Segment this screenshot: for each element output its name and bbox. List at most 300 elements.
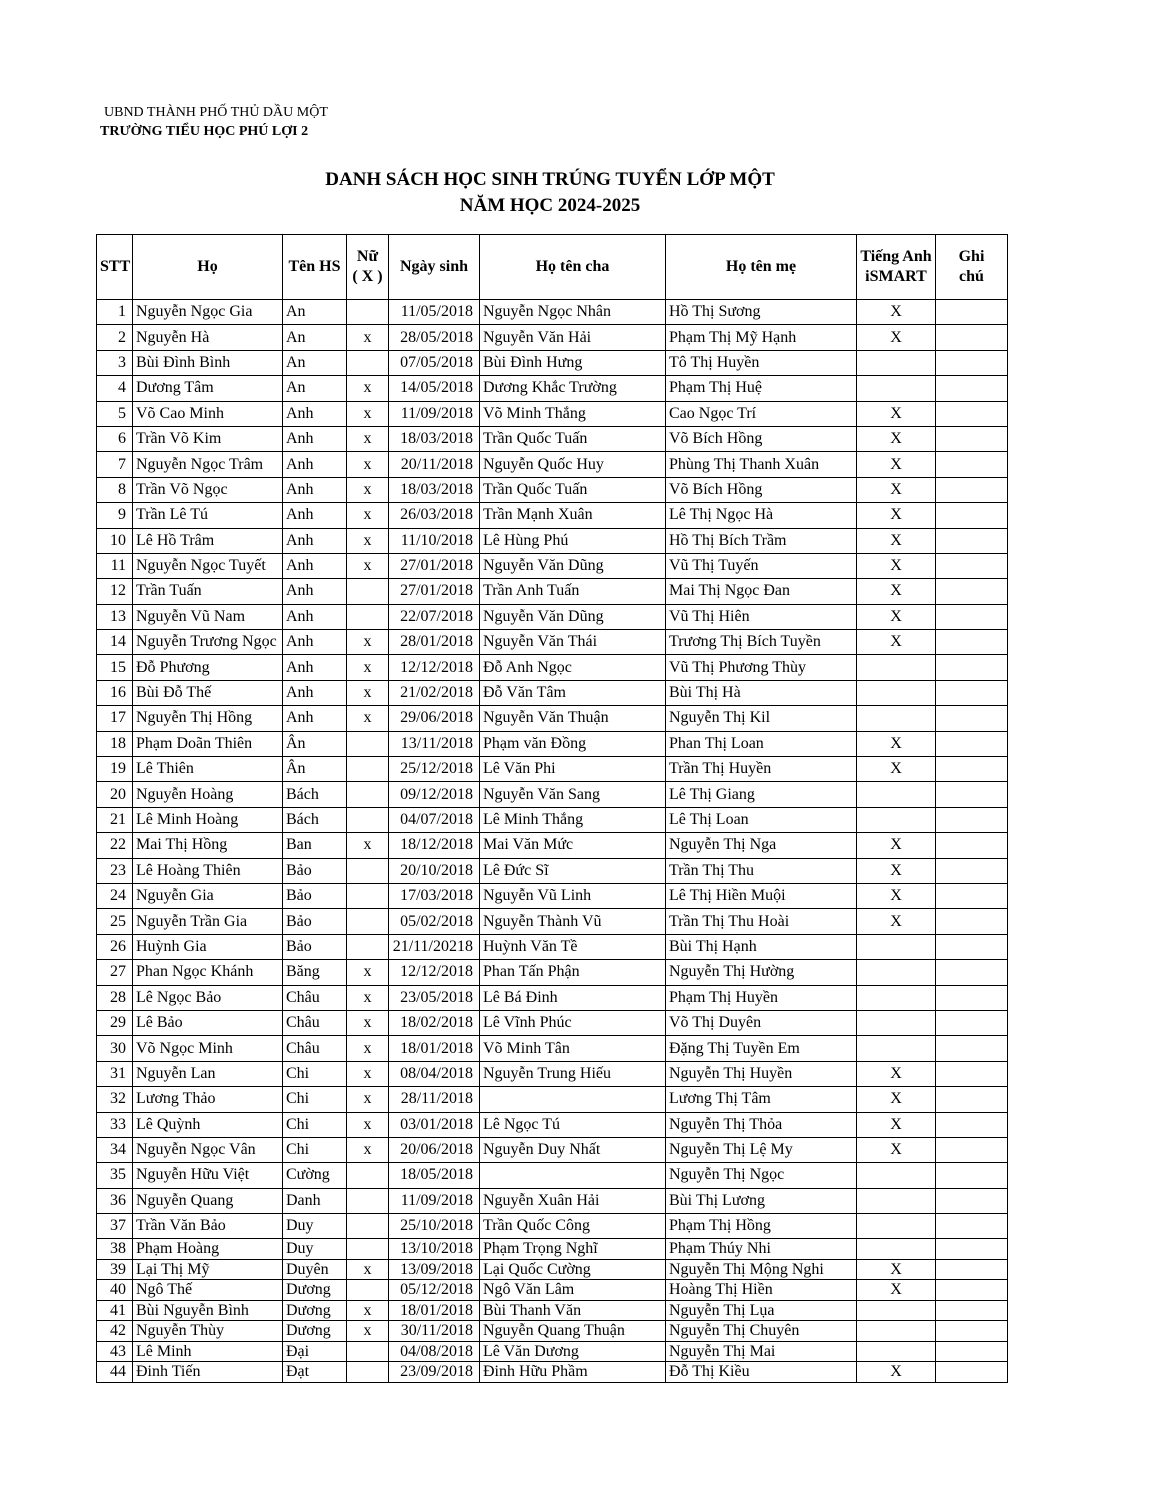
cell-tienganh: X	[857, 757, 936, 782]
cell-ten: Châu	[283, 1010, 347, 1035]
cell-me: Bùi Thị Hạnh	[666, 934, 857, 959]
cell-cha: Võ Minh Thắng	[480, 401, 666, 426]
cell-ngaysinh: 25/10/2018	[389, 1214, 480, 1239]
cell-ngaysinh: 21/02/2018	[389, 680, 480, 705]
cell-ho: Lê Hồ Trâm	[133, 528, 283, 553]
cell-ngaysinh: 22/07/2018	[389, 604, 480, 629]
cell-nu: x	[347, 1010, 389, 1035]
cell-tienganh	[857, 376, 936, 401]
cell-tienganh: X	[857, 503, 936, 528]
cell-cha: Trần Quốc Tuấn	[480, 477, 666, 502]
cell-ghichu	[936, 553, 1008, 578]
cell-stt: 44	[97, 1362, 133, 1383]
cell-cha: Lê Văn Dương	[480, 1341, 666, 1362]
table-row	[97, 426, 1008, 451]
table-row	[97, 1061, 1008, 1086]
table-row	[97, 731, 1008, 756]
cell-cha: Phạm văn Đồng	[480, 731, 666, 756]
cell-me: Nguyễn Thị Lụa	[666, 1300, 857, 1321]
cell-nu: x	[347, 985, 389, 1010]
cell-tienganh: X	[857, 883, 936, 908]
cell-cha: Bùi Đình Hưng	[480, 350, 666, 375]
table-header-row	[97, 235, 1008, 300]
cell-stt: 41	[97, 1300, 133, 1321]
cell-cha	[480, 1087, 666, 1112]
cell-tienganh: X	[857, 909, 936, 934]
cell-ho: Mai Thị Hồng	[133, 833, 283, 858]
cell-ghichu	[936, 1036, 1008, 1061]
cell-stt: 24	[97, 883, 133, 908]
cell-stt: 40	[97, 1280, 133, 1301]
cell-nu: x	[347, 503, 389, 528]
cell-ngaysinh: 04/08/2018	[389, 1341, 480, 1362]
table-body	[97, 300, 1008, 1383]
cell-cha: Đỗ Anh Ngọc	[480, 655, 666, 680]
cell-ghichu	[936, 858, 1008, 883]
cell-ngaysinh: 18/03/2018	[389, 426, 480, 451]
cell-stt: 39	[97, 1259, 133, 1280]
cell-ngaysinh: 27/01/2018	[389, 553, 480, 578]
cell-cha: Huỳnh Văn Tề	[480, 934, 666, 959]
cell-ten: Anh	[283, 604, 347, 629]
cell-me: Lê Thị Ngọc Hà	[666, 503, 857, 528]
cell-tienganh: X	[857, 300, 936, 325]
cell-ghichu	[936, 1061, 1008, 1086]
cell-ho: Nguyễn Trương Ngọc	[133, 630, 283, 655]
cell-ho: Dương Tâm	[133, 376, 283, 401]
cell-ten: Anh	[283, 528, 347, 553]
cell-tienganh	[857, 350, 936, 375]
table-row	[97, 757, 1008, 782]
cell-ghichu	[936, 1321, 1008, 1342]
cell-cha: Nguyễn Văn Thuận	[480, 706, 666, 731]
table-row	[97, 1163, 1008, 1188]
cell-ten: Bách	[283, 807, 347, 832]
cell-nu	[347, 883, 389, 908]
cell-ho: Bùi Đình Bình	[133, 350, 283, 375]
cell-ngaysinh: 09/12/2018	[389, 782, 480, 807]
cell-me: Lương Thị Tâm	[666, 1087, 857, 1112]
cell-ho: Lại Thị Mỹ	[133, 1259, 283, 1280]
cell-ho: Phạm Hoàng	[133, 1239, 283, 1260]
cell-ngaysinh: 11/10/2018	[389, 528, 480, 553]
cell-ghichu	[936, 706, 1008, 731]
cell-ho: Huỳnh Gia	[133, 934, 283, 959]
cell-ten: Ban	[283, 833, 347, 858]
table-row	[97, 350, 1008, 375]
cell-me: Nguyễn Thị Chuyên	[666, 1321, 857, 1342]
cell-ten: Duyên	[283, 1259, 347, 1280]
cell-ten: Anh	[283, 426, 347, 451]
cell-tienganh: X	[857, 604, 936, 629]
cell-me: Nguyễn Thị Ngọc	[666, 1163, 857, 1188]
cell-stt: 27	[97, 960, 133, 985]
cell-ten: Bảo	[283, 934, 347, 959]
cell-ho: Đỗ Phương	[133, 655, 283, 680]
student-table	[96, 234, 1008, 1383]
cell-tienganh	[857, 1214, 936, 1239]
cell-ten: Ân	[283, 757, 347, 782]
cell-me: Phạm Thị Huyền	[666, 985, 857, 1010]
cell-ngaysinh: 29/06/2018	[389, 706, 480, 731]
cell-cha: Ngô Văn Lâm	[480, 1280, 666, 1301]
cell-cha: Trần Anh Tuấn	[480, 579, 666, 604]
cell-ten: Ân	[283, 731, 347, 756]
cell-ten: Duy	[283, 1214, 347, 1239]
cell-tienganh: X	[857, 858, 936, 883]
cell-ghichu	[936, 1087, 1008, 1112]
cell-me: Hồ Thị Sương	[666, 300, 857, 325]
table-row	[97, 833, 1008, 858]
cell-ngaysinh: 11/09/2018	[389, 401, 480, 426]
cell-cha: Lê Vĩnh Phúc	[480, 1010, 666, 1035]
cell-ho: Nguyễn Gia	[133, 883, 283, 908]
cell-cha: Nguyễn Quốc Huy	[480, 452, 666, 477]
cell-ho: Nguyễn Hoàng	[133, 782, 283, 807]
table-row	[97, 655, 1008, 680]
cell-cha: Trần Quốc Công	[480, 1214, 666, 1239]
cell-stt: 4	[97, 376, 133, 401]
cell-ngaysinh: 18/01/2018	[389, 1300, 480, 1321]
cell-ho: Lê Thiên	[133, 757, 283, 782]
cell-tienganh: X	[857, 528, 936, 553]
table-row	[97, 883, 1008, 908]
cell-ten: Đại	[283, 1341, 347, 1362]
cell-ten: Dương	[283, 1321, 347, 1342]
cell-ghichu	[936, 757, 1008, 782]
cell-tienganh: X	[857, 1280, 936, 1301]
cell-tienganh	[857, 706, 936, 731]
cell-nu: x	[347, 1300, 389, 1321]
cell-ho: Lương Thảo	[133, 1087, 283, 1112]
cell-nu	[347, 909, 389, 934]
cell-ho: Nguyễn Thùy	[133, 1321, 283, 1342]
cell-stt: 19	[97, 757, 133, 782]
cell-me: Phạm Thị Huệ	[666, 376, 857, 401]
cell-nu: x	[347, 706, 389, 731]
cell-ten: Anh	[283, 680, 347, 705]
cell-tienganh	[857, 782, 936, 807]
cell-stt: 15	[97, 655, 133, 680]
cell-ngaysinh: 20/11/2018	[389, 452, 480, 477]
cell-me: Nguyễn Thị Mai	[666, 1341, 857, 1362]
cell-ten: Bảo	[283, 858, 347, 883]
cell-ten: Đạt	[283, 1362, 347, 1383]
cell-ten: Chi	[283, 1087, 347, 1112]
cell-tienganh: X	[857, 401, 936, 426]
cell-me: Bùi Thị Lương	[666, 1188, 857, 1213]
table-row	[97, 858, 1008, 883]
cell-stt: 17	[97, 706, 133, 731]
cell-nu: x	[347, 1087, 389, 1112]
cell-ho: Nguyễn Ngọc Vân	[133, 1137, 283, 1162]
cell-ten: Anh	[283, 553, 347, 578]
cell-nu: x	[347, 553, 389, 578]
cell-ghichu	[936, 883, 1008, 908]
cell-cha: Lê Ngọc Tú	[480, 1112, 666, 1137]
cell-ten: An	[283, 325, 347, 350]
cell-ngaysinh: 17/03/2018	[389, 883, 480, 908]
cell-ghichu	[936, 1280, 1008, 1301]
cell-ho: Nguyễn Quang	[133, 1188, 283, 1213]
cell-nu	[347, 1280, 389, 1301]
cell-ho: Võ Ngọc Minh	[133, 1036, 283, 1061]
cell-cha: Lê Hùng Phú	[480, 528, 666, 553]
cell-ho: Lê Quỳnh	[133, 1112, 283, 1137]
cell-ghichu	[936, 477, 1008, 502]
cell-ngaysinh: 07/05/2018	[389, 350, 480, 375]
cell-ngaysinh: 28/01/2018	[389, 630, 480, 655]
cell-ten: Bách	[283, 782, 347, 807]
cell-ho: Phạm Doãn Thiên	[133, 731, 283, 756]
cell-ten: Dương	[283, 1300, 347, 1321]
cell-ten: Cường	[283, 1163, 347, 1188]
cell-nu: x	[347, 1061, 389, 1086]
cell-me: Phan Thị Loan	[666, 731, 857, 756]
cell-nu: x	[347, 1259, 389, 1280]
cell-stt: 30	[97, 1036, 133, 1061]
col-tienganh	[857, 235, 936, 300]
col-cha: Họ tên cha	[480, 235, 666, 300]
cell-ten: Anh	[283, 579, 347, 604]
cell-me: Nguyễn Thị Nga	[666, 833, 857, 858]
table-row	[97, 630, 1008, 655]
cell-ghichu	[936, 1239, 1008, 1260]
cell-stt: 29	[97, 1010, 133, 1035]
cell-nu: x	[347, 401, 389, 426]
cell-ghichu	[936, 503, 1008, 528]
cell-ghichu	[936, 630, 1008, 655]
cell-ngaysinh: 03/01/2018	[389, 1112, 480, 1137]
cell-ngaysinh: 20/10/2018	[389, 858, 480, 883]
cell-tienganh	[857, 1163, 936, 1188]
cell-ghichu	[936, 528, 1008, 553]
cell-ghichu	[936, 909, 1008, 934]
cell-stt: 20	[97, 782, 133, 807]
cell-me: Nguyễn Thị Kil	[666, 706, 857, 731]
cell-me: Mai Thị Ngọc Đan	[666, 579, 857, 604]
cell-ho: Lê Minh	[133, 1341, 283, 1362]
cell-ho: Nguyễn Ngọc Tuyết	[133, 553, 283, 578]
cell-nu: x	[347, 655, 389, 680]
cell-ghichu	[936, 376, 1008, 401]
col-me: Họ tên mẹ	[666, 235, 857, 300]
cell-tienganh: X	[857, 1087, 936, 1112]
table-row	[97, 680, 1008, 705]
cell-me: Tô Thị Huyền	[666, 350, 857, 375]
cell-stt: 23	[97, 858, 133, 883]
cell-ten: Chi	[283, 1137, 347, 1162]
table-row	[97, 909, 1008, 934]
document-title: DANH SÁCH HỌC SINH TRÚNG TUYỂN LỚP MỘT	[325, 169, 775, 190]
col-ho: Họ	[133, 235, 283, 300]
cell-me: Hoàng Thị Hiền	[666, 1280, 857, 1301]
table-row	[97, 401, 1008, 426]
cell-cha: Đinh Hữu Phầm	[480, 1362, 666, 1383]
cell-ho: Nguyễn Hữu Việt	[133, 1163, 283, 1188]
cell-ghichu	[936, 1214, 1008, 1239]
cell-cha: Nguyễn Duy Nhất	[480, 1137, 666, 1162]
cell-me: Vũ Thị Tuyến	[666, 553, 857, 578]
cell-ten: Bảo	[283, 909, 347, 934]
cell-me: Trương Thị Bích Tuyền	[666, 630, 857, 655]
col-tienganh-line1: Tiếng Anh	[860, 248, 932, 265]
table-row	[97, 1188, 1008, 1213]
table-row	[97, 1239, 1008, 1260]
cell-tienganh	[857, 807, 936, 832]
cell-ho: Nguyễn Thị Hồng	[133, 706, 283, 731]
table-row	[97, 528, 1008, 553]
cell-nu: x	[347, 452, 389, 477]
cell-stt: 6	[97, 426, 133, 451]
table-row	[97, 477, 1008, 502]
cell-ghichu	[936, 960, 1008, 985]
cell-nu: x	[347, 630, 389, 655]
table-row	[97, 782, 1008, 807]
table-row	[97, 1010, 1008, 1035]
cell-ghichu	[936, 1362, 1008, 1383]
table-row	[97, 1214, 1008, 1239]
cell-nu	[347, 934, 389, 959]
cell-ngaysinh: 18/05/2018	[389, 1163, 480, 1188]
table-row	[97, 1036, 1008, 1061]
cell-ho: Bùi Nguyễn Bình	[133, 1300, 283, 1321]
cell-stt: 35	[97, 1163, 133, 1188]
cell-ghichu	[936, 1300, 1008, 1321]
col-ghichu	[936, 235, 1008, 300]
cell-tienganh: X	[857, 553, 936, 578]
cell-ten: Anh	[283, 452, 347, 477]
cell-tienganh	[857, 680, 936, 705]
cell-nu	[347, 1163, 389, 1188]
cell-me: Phạm Thị Hồng	[666, 1214, 857, 1239]
cell-cha: Mai Văn Mức	[480, 833, 666, 858]
cell-me: Đỗ Thị Kiều	[666, 1362, 857, 1383]
cell-nu	[347, 1362, 389, 1383]
cell-tienganh	[857, 1300, 936, 1321]
cell-tienganh: X	[857, 477, 936, 502]
cell-ten: Dương	[283, 1280, 347, 1301]
cell-me: Nguyễn Thị Hường	[666, 960, 857, 985]
cell-ghichu	[936, 782, 1008, 807]
cell-cha: Nguyễn Văn Thái	[480, 630, 666, 655]
cell-nu: x	[347, 1112, 389, 1137]
cell-nu	[347, 579, 389, 604]
cell-stt: 25	[97, 909, 133, 934]
table-row	[97, 934, 1008, 959]
table-row	[97, 1280, 1008, 1301]
cell-ngaysinh: 21/11/20218	[389, 934, 480, 959]
cell-ngaysinh: 23/09/2018	[389, 1362, 480, 1383]
cell-cha: Nguyễn Vũ Linh	[480, 883, 666, 908]
table-row	[97, 604, 1008, 629]
cell-cha: Lê Minh Thắng	[480, 807, 666, 832]
cell-ten: Châu	[283, 1036, 347, 1061]
cell-cha: Nguyễn Ngọc Nhân	[480, 300, 666, 325]
cell-ngaysinh: 27/01/2018	[389, 579, 480, 604]
cell-me: Nguyễn Thị Lệ My	[666, 1137, 857, 1162]
cell-ghichu	[936, 1259, 1008, 1280]
cell-ho: Phan Ngọc Khánh	[133, 960, 283, 985]
cell-stt: 28	[97, 985, 133, 1010]
cell-ten: Danh	[283, 1188, 347, 1213]
cell-me: Trần Thị Thu Hoài	[666, 909, 857, 934]
cell-stt: 32	[97, 1087, 133, 1112]
cell-nu: x	[347, 833, 389, 858]
cell-nu: x	[347, 960, 389, 985]
cell-tienganh: X	[857, 1061, 936, 1086]
cell-ghichu	[936, 604, 1008, 629]
cell-cha	[480, 1163, 666, 1188]
cell-ghichu	[936, 833, 1008, 858]
school-name: TRƯỜNG TIỂU HỌC PHÚ LỢI 2	[100, 124, 309, 139]
col-nu	[347, 235, 389, 300]
cell-cha: Nguyễn Văn Sang	[480, 782, 666, 807]
cell-ho: Nguyễn Trần Gia	[133, 909, 283, 934]
cell-nu	[347, 757, 389, 782]
cell-stt: 2	[97, 325, 133, 350]
cell-ho: Nguyễn Lan	[133, 1061, 283, 1086]
cell-cha: Lê Bá Đinh	[480, 985, 666, 1010]
cell-ngaysinh: 11/09/2018	[389, 1188, 480, 1213]
cell-ghichu	[936, 325, 1008, 350]
cell-me: Đặng Thị Tuyền Em	[666, 1036, 857, 1061]
cell-cha: Đỗ Văn Tâm	[480, 680, 666, 705]
cell-stt: 10	[97, 528, 133, 553]
cell-ten: Anh	[283, 401, 347, 426]
cell-ngaysinh: 05/02/2018	[389, 909, 480, 934]
cell-ngaysinh: 26/03/2018	[389, 503, 480, 528]
cell-me: Lê Thị Loan	[666, 807, 857, 832]
cell-me: Võ Thị Duyên	[666, 1010, 857, 1035]
cell-nu: x	[347, 325, 389, 350]
cell-cha: Nguyễn Văn Dũng	[480, 553, 666, 578]
cell-me: Nguyễn Thị Huyền	[666, 1061, 857, 1086]
cell-me: Võ Bích Hồng	[666, 426, 857, 451]
cell-tienganh	[857, 655, 936, 680]
cell-stt: 1	[97, 300, 133, 325]
cell-ho: Võ Cao Minh	[133, 401, 283, 426]
cell-ho: Ngô Thế	[133, 1280, 283, 1301]
cell-ghichu	[936, 1112, 1008, 1137]
cell-ghichu	[936, 655, 1008, 680]
cell-ngaysinh: 28/11/2018	[389, 1087, 480, 1112]
cell-ngaysinh: 18/12/2018	[389, 833, 480, 858]
cell-tienganh: X	[857, 579, 936, 604]
authority-name: UBND THÀNH PHỐ THỦ DẦU MỘT	[104, 105, 328, 120]
cell-nu: x	[347, 1036, 389, 1061]
table-row	[97, 503, 1008, 528]
cell-cha: Nguyễn Quang Thuận	[480, 1321, 666, 1342]
cell-tienganh	[857, 1188, 936, 1213]
cell-stt: 12	[97, 579, 133, 604]
cell-ngaysinh: 14/05/2018	[389, 376, 480, 401]
cell-cha: Trần Quốc Tuấn	[480, 426, 666, 451]
cell-nu	[347, 807, 389, 832]
cell-tienganh	[857, 934, 936, 959]
cell-nu	[347, 731, 389, 756]
cell-stt: 42	[97, 1321, 133, 1342]
table-row	[97, 1112, 1008, 1137]
cell-tienganh	[857, 985, 936, 1010]
cell-me: Phùng Thị Thanh Xuân	[666, 452, 857, 477]
cell-me: Cao Ngọc Trí	[666, 401, 857, 426]
cell-nu: x	[347, 376, 389, 401]
cell-tienganh: X	[857, 1137, 936, 1162]
cell-ho: Trần Văn Bảo	[133, 1214, 283, 1239]
cell-ho: Bùi Đỗ Thế	[133, 680, 283, 705]
cell-stt: 7	[97, 452, 133, 477]
